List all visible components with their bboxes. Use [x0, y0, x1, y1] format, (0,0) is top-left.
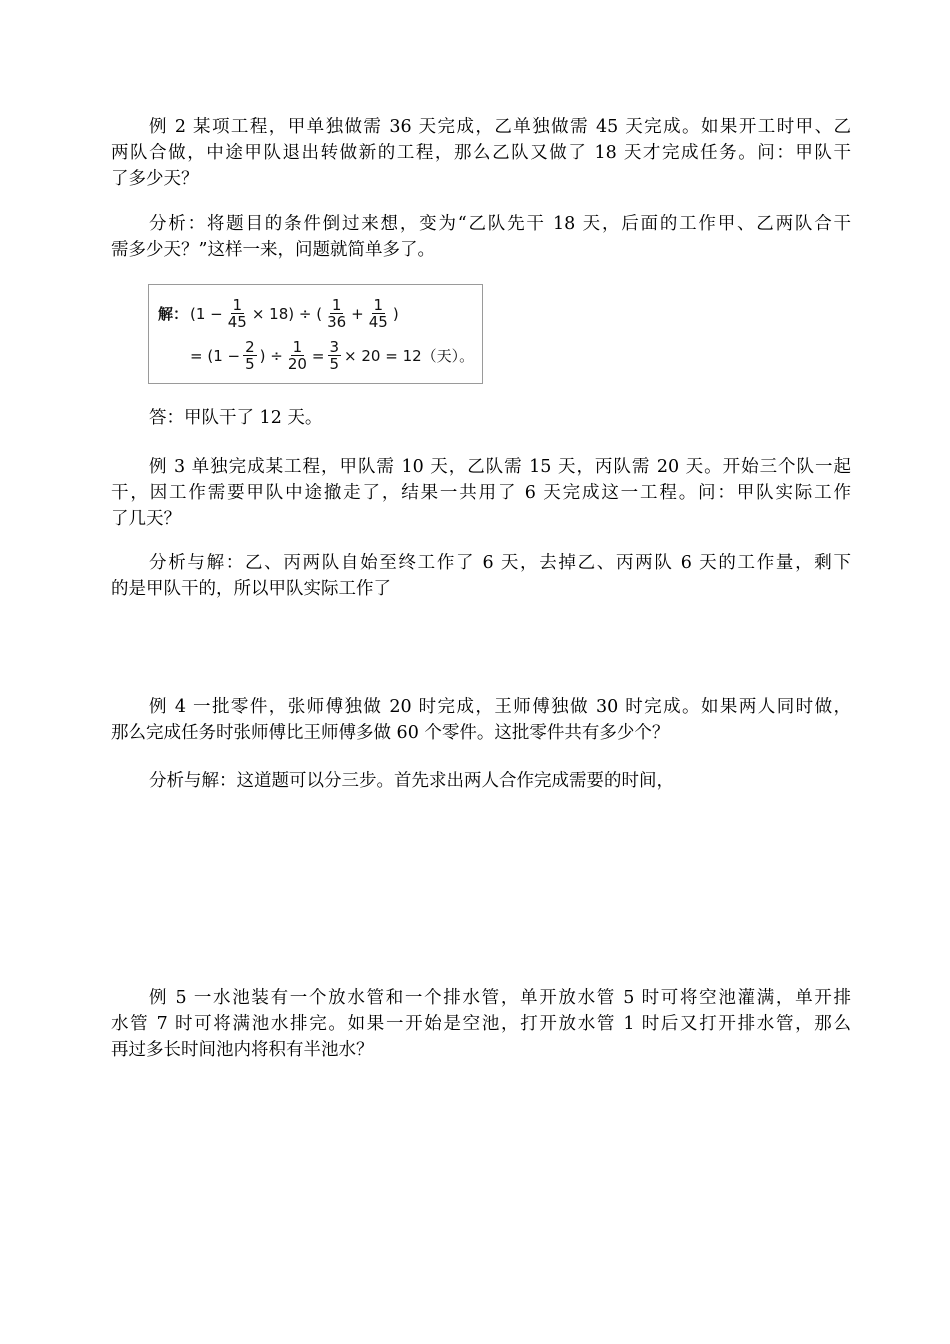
- fraction-numerator: 1: [292, 338, 303, 356]
- example-2-analysis-line-2: 需多少天？”这样一来，问题就简单多了。: [111, 240, 435, 260]
- example-2-analysis: [111, 211, 851, 263]
- example-4-analysis-line-1: 分析与解：这道题可以分三步。首先求出两人合作完成需要的时间，: [149, 771, 674, 791]
- fraction-denominator: 5: [245, 355, 255, 373]
- fraction-denominator: 45: [368, 313, 388, 331]
- formula-eq1: = (1 −: [190, 346, 241, 365]
- example-5-line-3: 再过多长时间池内将积有半池水？: [111, 1040, 374, 1060]
- example-2-line-2: 两队合做，中途甲队退出转做新的工程，那么乙队又做了 18 天才完成任务。问：甲队干: [111, 143, 851, 163]
- example-3-line-3: 了几天？: [111, 509, 181, 529]
- example-5-line-2: 水管 7 时可将满池水排完。如果一开始是空池，打开放水管 1 时后又打开排水管，那么: [111, 1014, 851, 1034]
- formula-div: ) ÷: [259, 346, 283, 365]
- example-2-line-1: 例 2 某项工程，甲单独做需 36 天完成，乙单独做需 45 天完成。如果开工时甲、乙: [149, 117, 851, 137]
- solution-formula-image: [148, 284, 483, 384]
- example-3-line-2: 干，因工作需要甲队中途撤走了，结果一共用了 6 天完成这一工程。问：甲队实际工作: [111, 483, 851, 503]
- example-4-line-2: 那么完成任务时张师傅比王师傅多做 60 个零件。这批零件共有多少个？: [111, 723, 670, 743]
- example-3-analysis-line-2: 的是甲队干的，所以甲队实际工作了: [111, 579, 391, 599]
- formula-open: (1 −: [190, 304, 223, 323]
- fraction-2-5: [243, 339, 257, 372]
- fraction-1-36: [325, 297, 348, 330]
- example-3-analysis: [111, 550, 851, 602]
- formula-times-18: × 18) ÷ (: [251, 304, 323, 323]
- example-2-analysis-line-1: 分析：将题目的条件倒过来想，变为“乙队先干 18 天，后面的工作甲、乙两队合干: [149, 214, 851, 234]
- fraction-numerator: 1: [373, 296, 384, 314]
- formula-eq2: =: [311, 346, 325, 365]
- fraction-numerator: 2: [245, 338, 255, 356]
- formula-plus: +: [351, 304, 364, 323]
- example-2-answer-line: 答：甲队干了 12 天。: [149, 408, 323, 428]
- example-4-paragraph: [111, 694, 851, 746]
- fraction-numerator: 3: [329, 338, 340, 356]
- example-2-paragraph: [111, 114, 851, 192]
- fraction-numerator: 1: [331, 296, 342, 314]
- formula-row-2: [189, 339, 475, 372]
- fraction-3-5: [328, 339, 342, 372]
- fraction-1-45: [226, 297, 249, 330]
- example-2-line-3: 了多少天？: [111, 169, 199, 189]
- example-3-analysis-line-1: 分析与解：乙、丙两队自始至终工作了 6 天，去掉乙、丙两队 6 天的工作量，剩下: [149, 553, 851, 573]
- example-4-analysis: [111, 768, 851, 794]
- formula-label: 解：: [158, 305, 189, 323]
- fraction-denominator: 36: [327, 313, 347, 331]
- fraction-1-20: [286, 339, 309, 372]
- example-3-paragraph: [111, 454, 851, 532]
- fraction-1-45-b: [367, 297, 390, 330]
- example-2-answer: [111, 405, 851, 431]
- formula-row-1: [157, 297, 400, 330]
- fraction-denominator: 20: [287, 355, 307, 373]
- fraction-denominator: 5: [329, 355, 340, 373]
- fraction-numerator: 1: [232, 296, 243, 314]
- example-5-paragraph: [111, 985, 851, 1063]
- formula-close: ): [392, 304, 399, 323]
- fraction-denominator: 45: [227, 313, 247, 331]
- example-3-line-1: 例 3 单独完成某工程，甲队需 10 天，乙队需 15 天，丙队需 20 天。开始三个队一起: [149, 457, 851, 477]
- formula-result: × 20 = 12（天）。: [344, 347, 475, 365]
- example-4-line-1: 例 4 一批零件，张师傅独做 20 时完成，王师傅独做 30 时完成。如果两人同时做，: [149, 697, 851, 717]
- example-5-line-1: 例 5 一水池装有一个放水管和一个排水管，单开放水管 5 时可将空池灌满，单开排: [149, 988, 851, 1008]
